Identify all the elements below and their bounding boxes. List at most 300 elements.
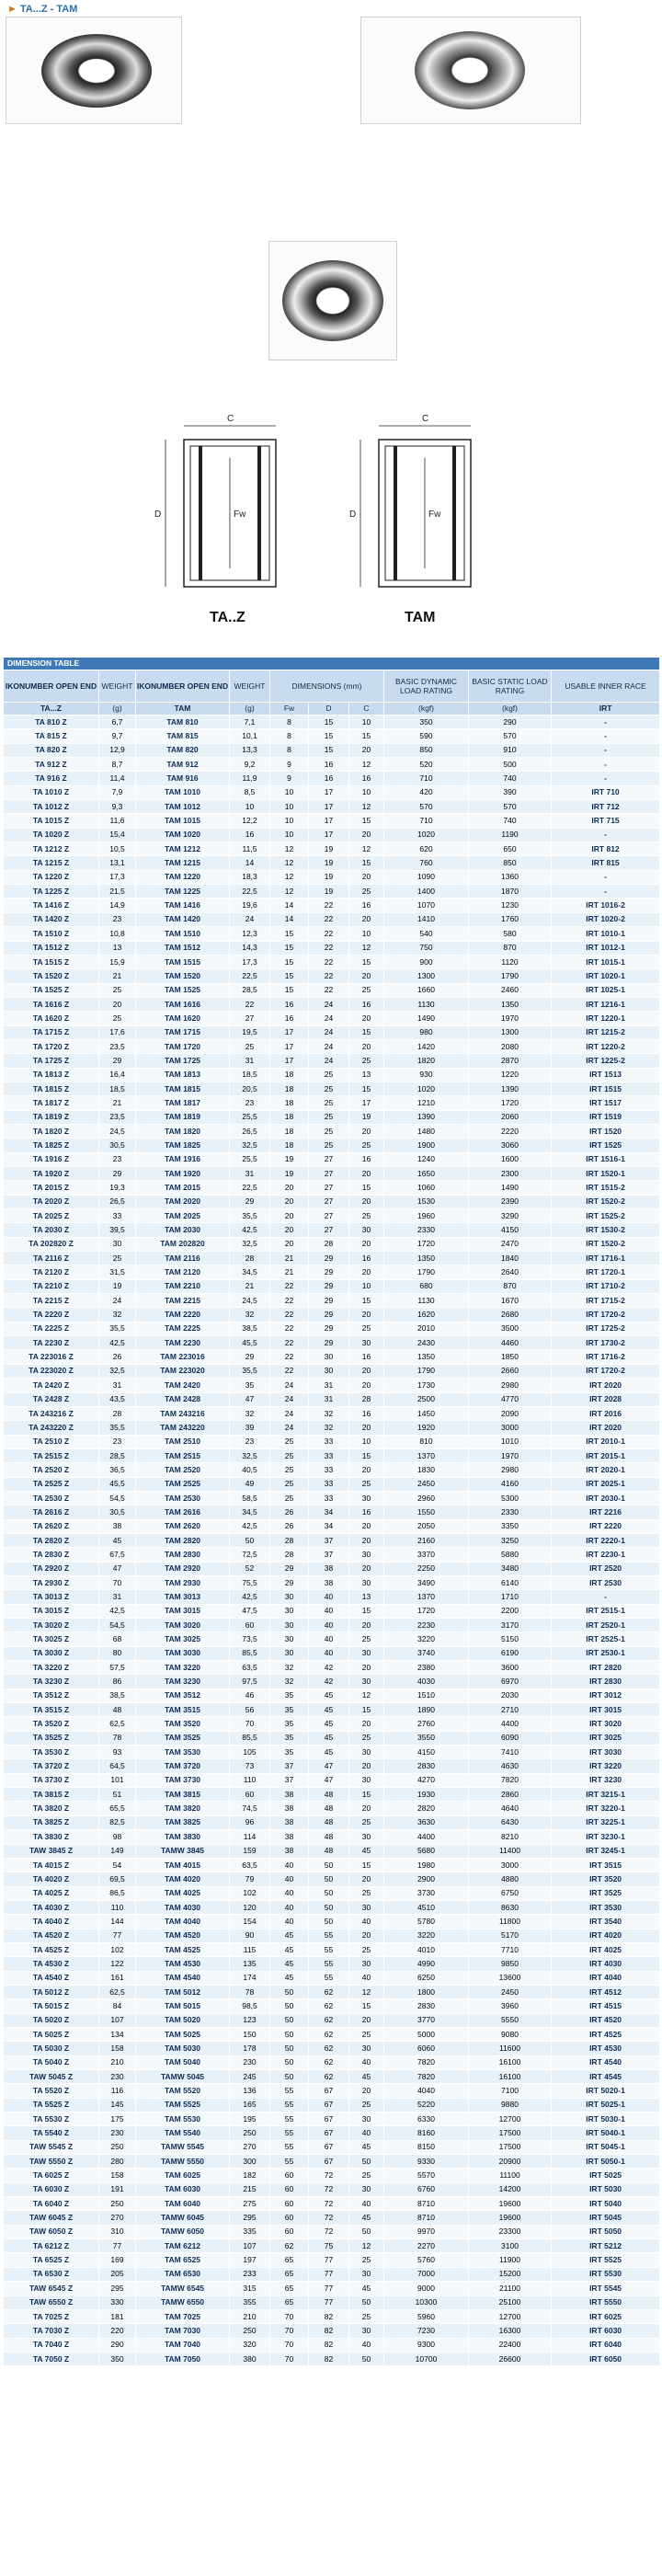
cell-c: 20: [349, 1802, 384, 1815]
cell-weight-tam: 355: [230, 2296, 270, 2309]
cell-fw: 65: [270, 2296, 309, 2309]
cell-d: 28: [309, 1237, 349, 1251]
cell-fw: 21: [270, 1265, 309, 1279]
cell-fw: 50: [270, 1999, 309, 2013]
cell-fw: 28: [270, 1533, 309, 1547]
cell-d: 33: [309, 1477, 349, 1491]
cell-ta-z-number: TA 7030 Z: [4, 2324, 99, 2338]
cell-c: 20: [349, 828, 384, 841]
table-row: [4, 1110, 660, 1124]
cell-d: 15: [309, 743, 349, 757]
table-row: [4, 870, 660, 884]
cell-tam-number: TAM 1920: [136, 1167, 230, 1181]
cell-weight-tam: 58,5: [230, 1491, 270, 1505]
cell-dynamic-load: 710: [384, 814, 469, 828]
table-row: [4, 772, 660, 785]
breadcrumb[interactable]: ► TA...Z - TAM: [7, 4, 78, 15]
cell-weight-ta: 32,5: [99, 1364, 136, 1378]
cell-static-load: 3960: [469, 1999, 552, 2013]
cell-weight-tam: 114: [230, 1830, 270, 1844]
cell-ta-z-number: TA 1520 Z: [4, 969, 99, 983]
cell-c: 50: [349, 2225, 384, 2238]
cell-weight-tam: 27: [230, 1012, 270, 1025]
cell-fw: 18: [270, 1082, 309, 1095]
dim-d-left: D: [154, 509, 162, 520]
cell-static-load: 19600: [469, 2197, 552, 2211]
cell-fw: 12: [270, 885, 309, 899]
cell-inner-race: IRT 4520: [552, 2013, 660, 2027]
cell-weight-ta: 80: [99, 1646, 136, 1660]
table-row: [4, 1322, 660, 1335]
table-row: [4, 1152, 660, 1166]
table-row: [4, 1604, 660, 1618]
table-row: [4, 1533, 660, 1547]
cell-tam-number: TAM 4530: [136, 1957, 230, 1971]
cell-c: 25: [349, 1054, 384, 1068]
cell-fw: 9: [270, 758, 309, 772]
cell-fw: 28: [270, 1548, 309, 1562]
cell-ta-z-number: TA 1817 Z: [4, 1096, 99, 1110]
cell-tam-number: TAM 3030: [136, 1646, 230, 1660]
cell-ta-z-number: TA 2025 Z: [4, 1209, 99, 1223]
cell-d: 34: [309, 1506, 349, 1519]
cell-tam-number: TAM 2520: [136, 1463, 230, 1477]
cell-tam-number: TAMW 6550: [136, 2296, 230, 2309]
cell-static-load: 2300: [469, 1167, 552, 1181]
cell-tam-number: TAM 1020: [136, 828, 230, 841]
cell-dynamic-load: 1370: [384, 1590, 469, 1604]
cell-inner-race: IRT 1525-2: [552, 1209, 660, 1223]
drawing-label-tam: TAM: [405, 610, 436, 625]
cell-tam-number: TAM 4015: [136, 1858, 230, 1872]
cell-weight-tam: 10: [230, 800, 270, 814]
cell-ta-z-number: TA 2210 Z: [4, 1279, 99, 1293]
cell-ta-z-number: TA 4525 Z: [4, 1942, 99, 1956]
cell-inner-race: IRT 1710-2: [552, 1279, 660, 1293]
cell-ta-z-number: TA 5530 Z: [4, 2112, 99, 2126]
cell-ta-z-number: TA 4530 Z: [4, 1957, 99, 1971]
cell-fw: 18: [270, 1096, 309, 1110]
cell-dynamic-load: 4030: [384, 1675, 469, 1689]
cell-fw: 38: [270, 1802, 309, 1815]
table-row: [4, 2352, 660, 2365]
cell-weight-tam: 90: [230, 1929, 270, 1942]
cell-ta-z-number: TA 1515 Z: [4, 955, 99, 968]
cell-d: 24: [309, 1025, 349, 1039]
cell-tam-number: TAM 4040: [136, 1915, 230, 1929]
cell-ta-z-number: TA 5020 Z: [4, 2013, 99, 2027]
table-row: [4, 1942, 660, 1956]
cell-ta-z-number: TA 3030 Z: [4, 1646, 99, 1660]
cell-fw: 70: [270, 2338, 309, 2352]
table-row: [4, 2324, 660, 2338]
cell-fw: 15: [270, 955, 309, 968]
cell-dynamic-load: 5570: [384, 2169, 469, 2182]
cell-inner-race: IRT 5545: [552, 2282, 660, 2296]
cell-weight-ta: 31,5: [99, 1265, 136, 1279]
cell-d: 25: [309, 1124, 349, 1138]
cell-tam-number: TAM 3515: [136, 1703, 230, 1717]
cell-fw: 17: [270, 1025, 309, 1039]
cell-fw: 35: [270, 1689, 309, 1702]
cell-fw: 12: [270, 856, 309, 870]
cell-c: 20: [349, 1463, 384, 1477]
cell-tam-number: TAM 243216: [136, 1406, 230, 1420]
cell-c: 20: [349, 1265, 384, 1279]
cell-tam-number: TAM 3013: [136, 1590, 230, 1604]
cell-inner-race: -: [552, 729, 660, 743]
cell-weight-tam: 32: [230, 1308, 270, 1322]
cell-static-load: 3500: [469, 1322, 552, 1335]
cell-static-load: 1120: [469, 955, 552, 968]
cell-fw: 24: [270, 1379, 309, 1392]
cell-static-load: 1350: [469, 997, 552, 1011]
table-row: [4, 1096, 660, 1110]
cell-dynamic-load: 2270: [384, 2239, 469, 2253]
table-row: [4, 1181, 660, 1195]
cell-tam-number: TAM 6040: [136, 2197, 230, 2211]
cell-ta-z-number: TA 6530 Z: [4, 2267, 99, 2281]
cell-weight-ta: 21,5: [99, 885, 136, 899]
cell-inner-race: IRT 1517: [552, 1096, 660, 1110]
cell-tam-number: TAM 3820: [136, 1802, 230, 1815]
cell-c: 13: [349, 1068, 384, 1082]
cell-inner-race: IRT 1516-1: [552, 1152, 660, 1166]
cell-inner-race: IRT 1720-1: [552, 1265, 660, 1279]
cell-d: 30: [309, 1350, 349, 1364]
cell-fw: 37: [270, 1773, 309, 1787]
cell-d: 67: [309, 2112, 349, 2126]
cell-weight-tam: 25: [230, 1039, 270, 1053]
cell-c: 30: [349, 1548, 384, 1562]
table-row: [4, 1025, 660, 1039]
cell-d: 15: [309, 716, 349, 729]
cell-weight-ta: 210: [99, 2055, 136, 2069]
cell-fw: 65: [270, 2267, 309, 2281]
cell-ta-z-number: TAW 3845 Z: [4, 1844, 99, 1858]
cell-inner-race: IRT 2025-1: [552, 1477, 660, 1491]
cell-c: 20: [349, 1195, 384, 1208]
cell-dynamic-load: 5780: [384, 1915, 469, 1929]
cell-weight-tam: 73: [230, 1759, 270, 1773]
cell-dynamic-load: 1350: [384, 1350, 469, 1364]
cell-dynamic-load: 4040: [384, 2084, 469, 2098]
cell-weight-ta: 62,5: [99, 1985, 136, 1998]
table-row: [4, 2282, 660, 2296]
cell-tam-number: TAM 3230: [136, 1675, 230, 1689]
cell-static-load: 740: [469, 814, 552, 828]
cell-inner-race: IRT 3245-1: [552, 1844, 660, 1858]
cell-static-load: 2640: [469, 1265, 552, 1279]
cell-dynamic-load: 9970: [384, 2225, 469, 2238]
cell-weight-tam: 380: [230, 2352, 270, 2365]
table-row: [4, 1929, 660, 1942]
cell-inner-race: IRT 3540: [552, 1915, 660, 1929]
cell-weight-ta: 33: [99, 1209, 136, 1223]
cell-tam-number: TAM 3730: [136, 1773, 230, 1787]
cell-c: 15: [349, 1788, 384, 1802]
cell-c: 25: [349, 2027, 384, 2041]
cell-d: 24: [309, 1012, 349, 1025]
cell-inner-race: IRT 4512: [552, 1985, 660, 1998]
cell-weight-ta: 26: [99, 1350, 136, 1364]
cell-ta-z-number: TA 1212 Z: [4, 842, 99, 856]
cell-tam-number: TAM 2515: [136, 1448, 230, 1462]
cell-fw: 12: [270, 870, 309, 884]
cell-tam-number: TAM 1515: [136, 955, 230, 968]
cell-fw: 18: [270, 1110, 309, 1124]
cell-d: 27: [309, 1209, 349, 1223]
cell-weight-tam: 159: [230, 1844, 270, 1858]
cell-weight-ta: 230: [99, 2070, 136, 2084]
cell-fw: 20: [270, 1195, 309, 1208]
table-row: [4, 1562, 660, 1575]
cell-static-load: 3060: [469, 1139, 552, 1152]
cell-c: 25: [349, 1322, 384, 1335]
cell-ta-z-number: TA 2525 Z: [4, 1477, 99, 1491]
cell-weight-tam: 32,5: [230, 1139, 270, 1152]
cell-c: 20: [349, 1039, 384, 1053]
cell-weight-ta: 15,4: [99, 828, 136, 841]
cell-ta-z-number: TA 1815 Z: [4, 1082, 99, 1095]
table-row: [4, 2098, 660, 2112]
cell-weight-ta: 110: [99, 1900, 136, 1914]
cell-fw: 20: [270, 1237, 309, 1251]
cell-tam-number: TAM 3525: [136, 1731, 230, 1745]
table-row: [4, 1209, 660, 1223]
cell-weight-ta: 23,5: [99, 1039, 136, 1053]
cell-weight-ta: 158: [99, 2169, 136, 2182]
cell-inner-race: IRT 1730-2: [552, 1336, 660, 1350]
cell-c: 12: [349, 1985, 384, 1998]
cell-fw: 22: [270, 1308, 309, 1322]
cell-ta-z-number: TA 243220 Z: [4, 1421, 99, 1435]
cell-c: 16: [349, 1252, 384, 1265]
cell-ta-z-number: TA 1420 Z: [4, 912, 99, 926]
unit-fw: Fw: [270, 703, 309, 716]
cell-weight-ta: 23: [99, 1152, 136, 1166]
cell-c: 20: [349, 969, 384, 983]
cell-tam-number: TAM 6030: [136, 2182, 230, 2196]
cell-dynamic-load: 1790: [384, 1265, 469, 1279]
cell-tam-number: TAM 6025: [136, 2169, 230, 2182]
cell-static-load: 1190: [469, 828, 552, 841]
cell-fw: 38: [270, 1788, 309, 1802]
cell-static-load: 16100: [469, 2070, 552, 2084]
cell-tam-number: TAM 1520: [136, 969, 230, 983]
table-row: [4, 1703, 660, 1717]
cell-d: 29: [309, 1265, 349, 1279]
header-static: BASIC STATIC LOAD RATING: [469, 670, 552, 703]
cell-static-load: 2710: [469, 1703, 552, 1717]
cell-weight-tam: 70: [230, 1717, 270, 1731]
table-row: [4, 1491, 660, 1505]
cell-inner-race: IRT 5550: [552, 2296, 660, 2309]
cell-inner-race: IRT 2010-1: [552, 1435, 660, 1448]
table-row: [4, 1675, 660, 1689]
cell-tam-number: TAM 815: [136, 729, 230, 743]
cell-dynamic-load: 10700: [384, 2352, 469, 2365]
cell-inner-race: IRT 5040-1: [552, 2126, 660, 2140]
cell-weight-tam: 42,5: [230, 1223, 270, 1237]
cell-ta-z-number: TA 3830 Z: [4, 1830, 99, 1844]
cell-fw: 10: [270, 800, 309, 814]
cell-tam-number: TAM 7030: [136, 2324, 230, 2338]
cell-tam-number: TAM 1015: [136, 814, 230, 828]
cell-inner-race: IRT 5020-1: [552, 2084, 660, 2098]
cell-tam-number: TAM 223020: [136, 1364, 230, 1378]
cell-dynamic-load: 3550: [384, 1731, 469, 1745]
cell-inner-race: IRT 2028: [552, 1392, 660, 1406]
cell-dynamic-load: 350: [384, 716, 469, 729]
cell-fw: 38: [270, 1815, 309, 1829]
cell-fw: 18: [270, 1139, 309, 1152]
cell-weight-ta: 191: [99, 2182, 136, 2196]
cell-static-load: 12700: [469, 2309, 552, 2323]
cell-fw: 35: [270, 1731, 309, 1745]
cell-static-load: 1720: [469, 1096, 552, 1110]
cell-d: 55: [309, 1957, 349, 1971]
cell-static-load: 2470: [469, 1237, 552, 1251]
cell-fw: 45: [270, 1929, 309, 1942]
cell-tam-number: TAM 3530: [136, 1746, 230, 1759]
cell-fw: 29: [270, 1575, 309, 1589]
table-row: [4, 1350, 660, 1364]
table-row: [4, 2296, 660, 2309]
cell-tam-number: TAM 2616: [136, 1506, 230, 1519]
cell-dynamic-load: 10300: [384, 2296, 469, 2309]
cell-tam-number: TAM 4525: [136, 1942, 230, 1956]
header-col1: IKONUMBER OPEN END: [4, 670, 99, 703]
cell-inner-race: IRT 3520: [552, 1872, 660, 1886]
cell-d: 62: [309, 2013, 349, 2027]
cell-d: 32: [309, 1421, 349, 1435]
cell-d: 72: [309, 2197, 349, 2211]
cell-d: 24: [309, 1039, 349, 1053]
cell-fw: 8: [270, 729, 309, 743]
cell-dynamic-load: 1820: [384, 1054, 469, 1068]
cell-ta-z-number: TA 3512 Z: [4, 1689, 99, 1702]
cell-weight-ta: 32: [99, 1308, 136, 1322]
cell-ta-z-number: TA 3520 Z: [4, 1717, 99, 1731]
cell-inner-race: IRT 4530: [552, 2042, 660, 2055]
cell-inner-race: IRT 2830: [552, 1675, 660, 1689]
cell-d: 16: [309, 772, 349, 785]
cell-c: 40: [349, 2338, 384, 2352]
cell-d: 40: [309, 1619, 349, 1632]
cell-d: 82: [309, 2309, 349, 2323]
cell-weight-ta: 101: [99, 1773, 136, 1787]
cell-fw: 55: [270, 2140, 309, 2154]
cell-ta-z-number: TA 3013 Z: [4, 1590, 99, 1604]
table-row: [4, 1379, 660, 1392]
table-row: [4, 1872, 660, 1886]
cell-fw: 25: [270, 1435, 309, 1448]
cell-inner-race: -: [552, 743, 660, 757]
cell-ta-z-number: TA 1819 Z: [4, 1110, 99, 1124]
cell-fw: 16: [270, 1012, 309, 1025]
cell-weight-tam: 63,5: [230, 1858, 270, 1872]
cell-weight-ta: 82,5: [99, 1815, 136, 1829]
cell-fw: 15: [270, 941, 309, 955]
cell-c: 25: [349, 885, 384, 899]
cell-c: 20: [349, 1421, 384, 1435]
cell-weight-ta: 175: [99, 2112, 136, 2126]
cell-static-load: 1600: [469, 1152, 552, 1166]
cell-weight-ta: 98: [99, 1830, 136, 1844]
cell-inner-race: IRT 2530: [552, 1575, 660, 1589]
table-row: [4, 800, 660, 814]
cell-fw: 22: [270, 1350, 309, 1364]
cell-dynamic-load: 3490: [384, 1575, 469, 1589]
cell-static-load: 16300: [469, 2324, 552, 2338]
table-row: [4, 1619, 660, 1632]
cell-static-load: 570: [469, 729, 552, 743]
cell-tam-number: TAM 1820: [136, 1124, 230, 1138]
cell-weight-ta: 21: [99, 1096, 136, 1110]
cell-inner-race: IRT 3220: [552, 1759, 660, 1773]
cell-weight-ta: 54: [99, 1858, 136, 1872]
cell-ta-z-number: TA 5040 Z: [4, 2055, 99, 2069]
cell-tam-number: TAMW 5545: [136, 2140, 230, 2154]
cell-weight-ta: 65,5: [99, 1802, 136, 1815]
table-row: [4, 2140, 660, 2154]
cell-weight-ta: 77: [99, 1929, 136, 1942]
cell-fw: 25: [270, 1448, 309, 1462]
cell-d: 29: [309, 1336, 349, 1350]
cell-dynamic-load: 2830: [384, 1759, 469, 1773]
table-row: [4, 2126, 660, 2140]
cell-static-load: 19600: [469, 2211, 552, 2225]
cell-dynamic-load: 5960: [384, 2309, 469, 2323]
cell-fw: 30: [270, 1619, 309, 1632]
cell-fw: 18: [270, 1068, 309, 1082]
cell-dynamic-load: 810: [384, 1435, 469, 1448]
cell-weight-tam: 18,5: [230, 1068, 270, 1082]
cell-c: 50: [349, 2352, 384, 2365]
unit-c: C: [349, 703, 384, 716]
cell-d: 40: [309, 1604, 349, 1618]
table-row: [4, 1915, 660, 1929]
table-row: [4, 1506, 660, 1519]
cell-tam-number: TAM 3825: [136, 1815, 230, 1829]
cell-ta-z-number: TA 223016 Z: [4, 1350, 99, 1364]
cell-ta-z-number: TA 4025 Z: [4, 1886, 99, 1900]
table-row: [4, 1223, 660, 1237]
cell-weight-ta: 26,5: [99, 1195, 136, 1208]
table-row: [4, 828, 660, 841]
cell-inner-race: -: [552, 758, 660, 772]
cell-ta-z-number: TA 1510 Z: [4, 927, 99, 941]
cell-d: 67: [309, 2084, 349, 2098]
cell-d: 33: [309, 1463, 349, 1477]
cell-weight-tam: 270: [230, 2140, 270, 2154]
cell-fw: 17: [270, 1039, 309, 1053]
dimension-table: [3, 657, 660, 2366]
table-row: [4, 941, 660, 955]
cell-weight-tam: 22: [230, 997, 270, 1011]
cell-d: 29: [309, 1252, 349, 1265]
cell-tam-number: TAM 1416: [136, 899, 230, 912]
cell-d: 50: [309, 1915, 349, 1929]
cell-weight-ta: 250: [99, 2140, 136, 2154]
cell-weight-tam: 47,5: [230, 1604, 270, 1618]
cell-ta-z-number: TA 1220 Z: [4, 870, 99, 884]
cell-static-load: 2060: [469, 1110, 552, 1124]
cell-weight-tam: 25,5: [230, 1110, 270, 1124]
cell-tam-number: TAM 1620: [136, 1012, 230, 1025]
cell-d: 22: [309, 912, 349, 926]
